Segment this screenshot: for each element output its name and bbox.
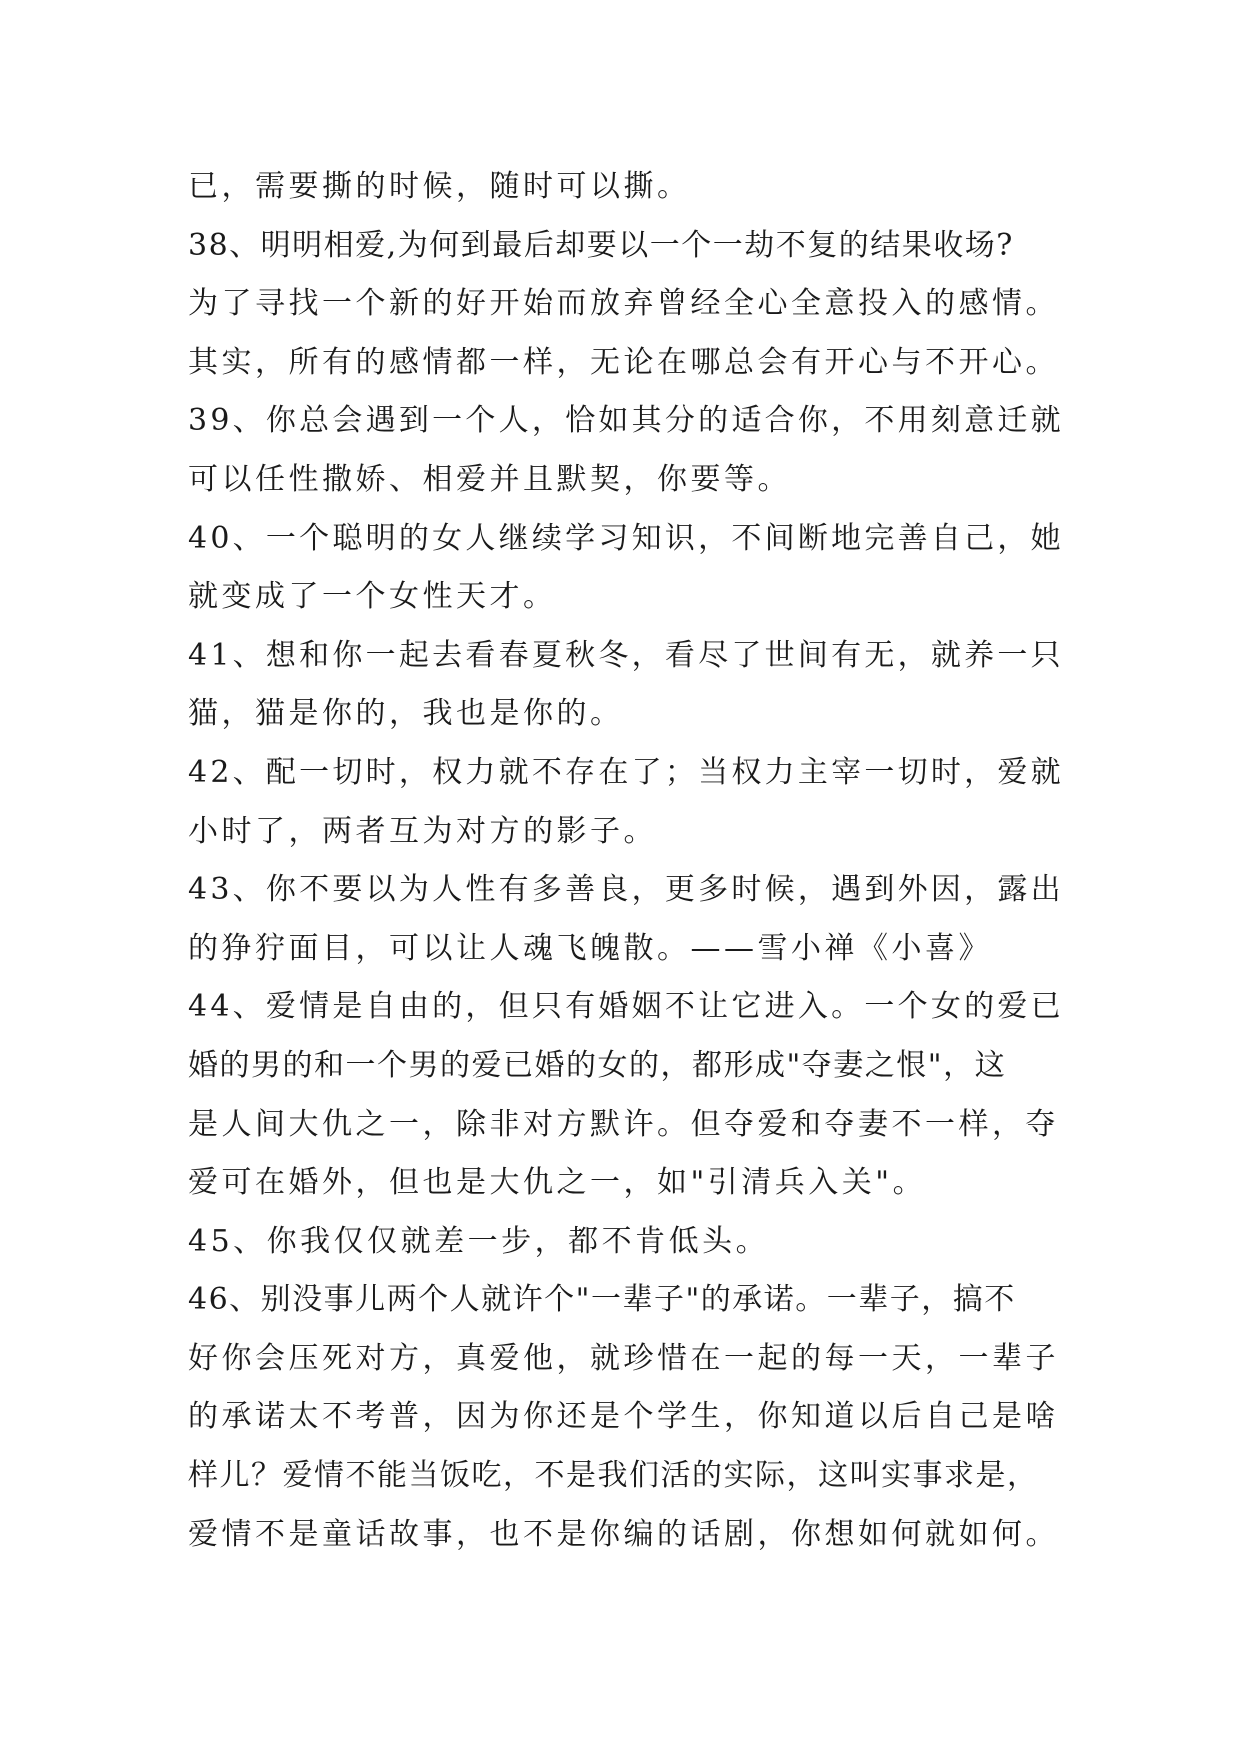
text-line: 为了寻找一个新的好开始而放弃曾经全心全意投入的感情。 xyxy=(188,286,1059,322)
text-line: 的承诺太不考普，因为你还是个学生，你知道以后自己是啥 xyxy=(188,1399,1059,1435)
text-line: 可以任性撒娇、相爱并且默契，你要等。 xyxy=(188,461,791,497)
text-line: 爱情不是童话故事，也不是你编的话剧，你想如何就如何。 xyxy=(188,1516,1059,1552)
text-line: 婚的男的和一个男的爱已婚的女的，都形成"夺妻之恨"，这 xyxy=(188,1047,1007,1083)
text-line: 44、爱情是自由的，但只有婚姻不让它进入。一个女的爱已 xyxy=(188,989,1064,1025)
text-line: 41、想和你一起去看春夏秋冬，看尽了世间有无，就养一只 xyxy=(188,637,1064,673)
text-line: 就变成了一个女性天才。 xyxy=(188,579,557,615)
text-line: 小时了，两者互为对方的影子。 xyxy=(188,813,657,849)
text-line: 样儿？爱情不能当饭吃，不是我们活的实际，这叫实事求是， xyxy=(188,1458,1039,1494)
text-line: 是人间大仇之一，除非对方默许。但夺爱和夺妻不一样，夺 xyxy=(188,1106,1059,1142)
text-line: 其实，所有的感情都一样，无论在哪总会有开心与不开心。 xyxy=(188,344,1059,380)
text-line: 43、你不要以为人性有多善良，更多时候，遇到外因，露出 xyxy=(188,872,1064,908)
text-line: 40、一个聪明的女人继续学习知识，不间断地完善自己，她 xyxy=(188,520,1064,556)
text-line: 的狰狞面目，可以让人魂飞魄散。——雪小禅《小喜》 xyxy=(188,930,992,966)
text-line: 猫，猫是你的，我也是你的。 xyxy=(188,696,624,732)
text-line: 38、明明相爱,为何到最后却要以一个一劫不复的结果收场? xyxy=(188,227,1014,263)
text-line: 39、你总会遇到一个人，恰如其分的适合你，不用刻意迁就 xyxy=(188,403,1064,439)
text-line: 好你会压死对方，真爱他，就珍惜在一起的每一天，一辈子 xyxy=(188,1340,1059,1376)
text-line: 42、配一切时，权力就不存在了；当权力主宰一切时，爱就 xyxy=(188,754,1064,790)
text-line: 45、你我仅仅就差一步，都不肯低头。 xyxy=(188,1223,770,1259)
text-line: 爱可在婚外，但也是大仇之一，如"引清兵入关"。 xyxy=(188,1165,927,1201)
text-line: 46、别没事儿两个人就许个"一辈子"的承诺。一辈子，搞不 xyxy=(188,1282,1016,1318)
body-text xyxy=(188,158,1068,1564)
text-line: 已，需要撕的时候，随时可以撕。 xyxy=(188,169,691,204)
